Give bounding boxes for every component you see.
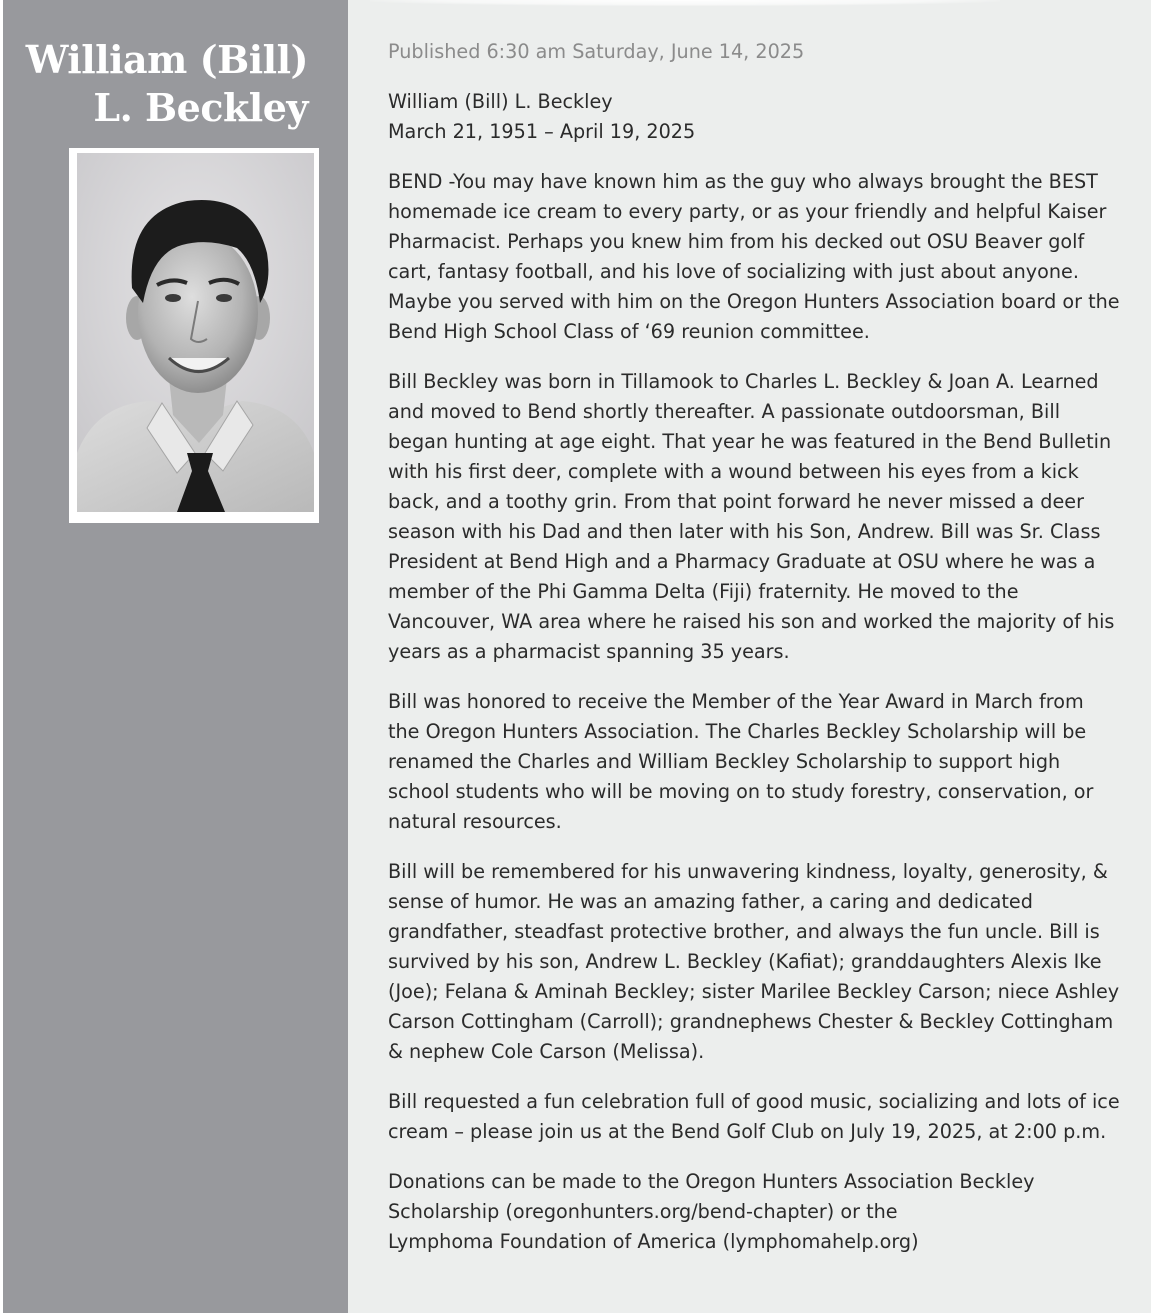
- portrait-frame: [69, 148, 319, 523]
- body-paragraph: Bill was honored to receive the Member of the Year Award in March from the Oregon Hunters Association. The Charles Beckley Scholarship will be renamed the Charles and William Beckley Scholarship to support high school students who will be moving on to study forestry, conservation, or natural resources.: [388, 690, 1094, 833]
- name-line-1: William (Bill): [25, 37, 308, 82]
- obituary-content: [348, 0, 1151, 1313]
- donations-text-2: Lymphoma Foundation of America (lymphomahelp.org): [388, 1230, 919, 1253]
- top-edge-highlight: [370, 0, 1000, 6]
- full-name: William (Bill) L. Beckley: [388, 90, 613, 113]
- obituary-name-heading: [18, 36, 308, 132]
- donations-text: Donations can be made to the Oregon Hunters Association Beckley Scholarship (oregonhunters.org/bend-chapter) or the: [388, 1170, 1035, 1223]
- life-dates: March 21, 1951 – April 19, 2025: [388, 120, 696, 143]
- name-line-2: L. Beckley: [93, 85, 308, 130]
- obituary-page: [3, 0, 1151, 1313]
- sidebar: [3, 0, 348, 1313]
- body-paragraph: Bill Beckley was born in Tillamook to Charles L. Beckley & Joan A. Learned and moved to Bend shortly thereafter. A passionate outdoorsman, Bill began hunting at age eight. That year he was featured in the Bend Bulletin with his first deer, complete with a wound between his eyes from a kick back, and a toothy grin. From that point forward he never missed a deer season with his Dad and then later with his Son, Andrew. Bill was Sr. Class President at Bend High and a Pharmacy Graduate at OSU where he was a member of the Phi Gamma Delta (Fiji) fraternity. He moved to the Vancouver, WA area where he raised his son and worked the majority of his years as a pharmacist spanning 35 years.: [388, 370, 1115, 663]
- body-paragraph: BEND -You may have known him as the guy who always brought the BEST homemade ice cream to every party, or as your friendly and helpful Kaiser Pharmacist. Perhaps you knew him from his decked out OSU Beaver golf cart, fantasy football, and his love of socializing with just about anyone. Maybe you served with him on the Oregon Hunters Association board or the Bend High School Class of ‘69 reunion committee.: [388, 170, 1120, 343]
- body-paragraph: Bill requested a fun celebration full of good music, socializing and lots of ice cream – please join us at the Bend Golf Club on July 19, 2025, at 2:00 p.m.: [388, 1090, 1120, 1143]
- body-paragraph: Bill will be remembered for his unwavering kindness, loyalty, generosity, & sense of humor. He was an amazing father, a caring and dedicated grandfather, steadfast protective brother, and always the fun uncle. Bill is survived by his son, Andrew L. Beckley (Kafiat); granddaughters Alexis Ike (Joe); Felana & Aminah Beckley; sister Marilee Beckley Carson; niece Ashley Carson Cottingham (Carroll); grandnephews Chester & Beckley Cottingham & nephew Cole Carson (Melissa).: [388, 860, 1120, 1063]
- name-and-dates: [388, 87, 1121, 147]
- donations-paragraph: [388, 1167, 1121, 1257]
- published-date: Published 6:30 am Saturday, June 14, 2025: [388, 40, 805, 63]
- portrait-photo: [77, 153, 314, 512]
